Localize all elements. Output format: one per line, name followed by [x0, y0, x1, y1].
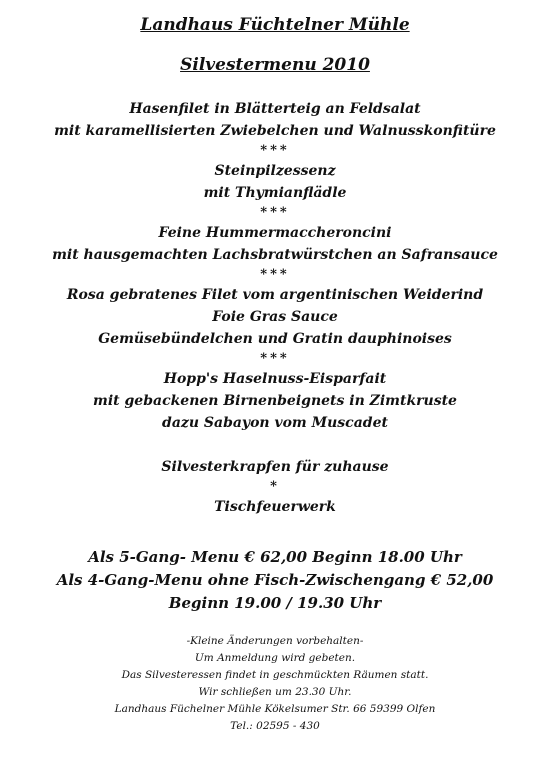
- extras-line: Tischfeuerwerk: [214, 499, 336, 515]
- course-3: [0, 222, 550, 284]
- course-line: Feine Hummermaccheroncini: [158, 225, 392, 241]
- extras: [0, 456, 550, 518]
- restaurant-title: Landhaus Füchtelner Mühle: [140, 15, 410, 35]
- course-separator: ***: [260, 205, 290, 220]
- course-line: Steinpilzessenz: [214, 163, 336, 179]
- spacer: [0, 434, 550, 456]
- course-separator: ***: [260, 143, 290, 158]
- note-line: Wir schließen um 23.30 Uhr.: [198, 686, 352, 698]
- note-line: Um Anmeldung wird gebeten.: [194, 652, 356, 664]
- phone-line: Tel.: 02595 - 430: [230, 720, 320, 732]
- course-2: [0, 160, 550, 222]
- course-line: Gemüsebündelchen und Gratin dauphinoises: [98, 331, 452, 347]
- course-line: mit gebackenen Birnenbeignets in Zimtkruste: [93, 393, 457, 409]
- note-line: -Kleine Änderungen vorbehalten-: [186, 635, 364, 647]
- course-line: Foie Gras Sauce: [212, 309, 338, 325]
- course-line: mit karamellisierten Zwiebelchen und Walnusskonfitüre: [54, 123, 496, 139]
- note-line: Das Silvesteressen findet in geschmückten Räumen statt.: [121, 669, 429, 681]
- price-line-5-course: Als 5-Gang- Menu € 62,00 Beginn 18.00 Uhr: [88, 548, 462, 566]
- course-line: mit Thymianflädle: [203, 185, 347, 201]
- address-line: Landhaus Füchelner Mühle Kökelsumer Str. 66 59399 Olfen: [114, 703, 436, 715]
- course-line: Hopp's Haselnuss-Eisparfait: [163, 371, 387, 387]
- course-line: dazu Sabayon vom Muscadet: [162, 415, 388, 431]
- price-line-4-course: Als 4-Gang-Menu ohne Fisch-Zwischengang € 52,00: [56, 571, 494, 589]
- course-5: [0, 368, 550, 434]
- extras-separator: *: [270, 479, 280, 494]
- menu-subtitle: Silvestermenu 2010: [180, 55, 370, 75]
- notes-block: [0, 633, 550, 735]
- course-separator: ***: [260, 351, 290, 366]
- course-list: [0, 98, 550, 518]
- course-line: Hasenfilet in Blätterteig an Feldsalat: [129, 101, 421, 117]
- course-line: mit hausgemachten Lachsbratwürstchen an Safransauce: [52, 247, 498, 263]
- course-separator: ***: [260, 267, 290, 282]
- course-4: [0, 284, 550, 368]
- course-1: [0, 98, 550, 160]
- price-block: [0, 546, 550, 615]
- extras-line: Silvesterkrapfen für zuhause: [161, 459, 389, 475]
- course-line: Rosa gebratenes Filet vom argentinischen Weiderind: [66, 287, 484, 303]
- start-times: Beginn 19.00 / 19.30 Uhr: [168, 594, 382, 612]
